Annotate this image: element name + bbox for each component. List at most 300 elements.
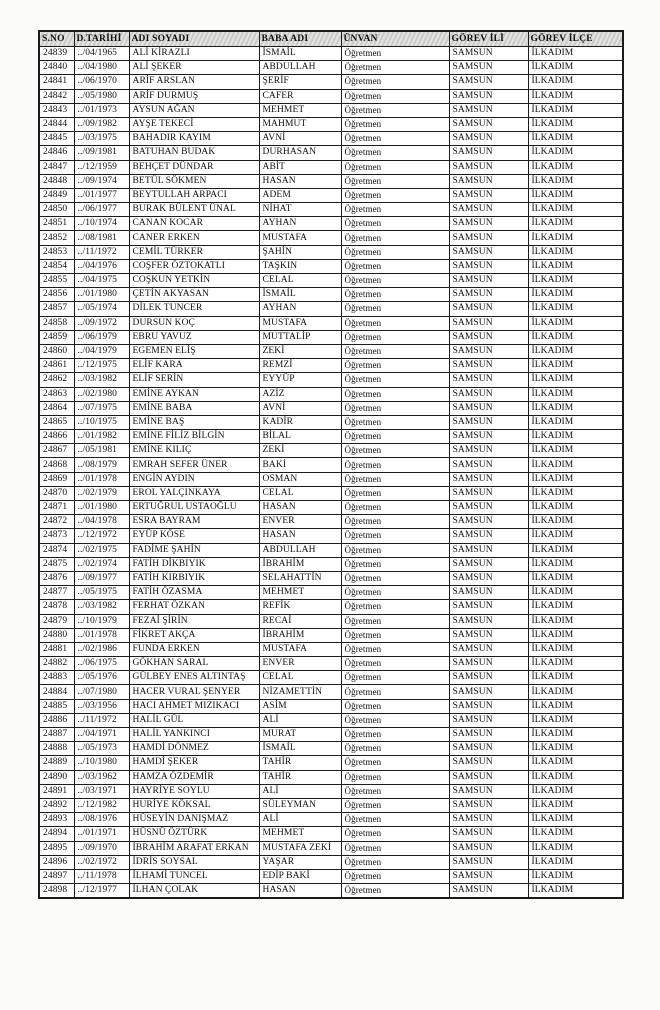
cell-province: SAMSUN	[449, 472, 528, 486]
cell-name: ARİF ARSLAN	[129, 75, 259, 89]
cell-sno: 24861	[39, 359, 74, 373]
cell-father: İBRAHİM	[259, 628, 341, 642]
cell-name: CANAN KOCAR	[129, 217, 259, 231]
cell-name: EMRAH SEFER ÜNER	[129, 458, 259, 472]
cell-sno: 24888	[39, 742, 74, 756]
cell-sno: 24887	[39, 728, 74, 742]
cell-district: İLKADIM	[528, 47, 623, 61]
cell-district: İLKADIM	[528, 103, 623, 117]
cell-province: SAMSUN	[449, 444, 528, 458]
cell-name: ÇETİN AKYASAN	[129, 288, 259, 302]
cell-dob: ../10/1975	[74, 415, 129, 429]
cell-title: Öğretmen	[341, 657, 449, 671]
cell-title: Öğretmen	[341, 359, 449, 373]
cell-father: RECAİ	[259, 614, 341, 628]
cell-title: Öğretmen	[341, 671, 449, 685]
table-row	[39, 274, 623, 288]
cell-dob: ../05/1976	[74, 671, 129, 685]
cell-district: İLKADIM	[528, 586, 623, 600]
cell-district: İLKADIM	[528, 415, 623, 429]
cell-province: SAMSUN	[449, 657, 528, 671]
cell-title: Öğretmen	[341, 146, 449, 160]
cell-title: Öğretmen	[341, 89, 449, 103]
cell-district: İLKADIM	[528, 330, 623, 344]
cell-sno: 24898	[39, 884, 74, 899]
cell-name: EMİNE AYKAN	[129, 387, 259, 401]
cell-province: SAMSUN	[449, 302, 528, 316]
cell-father: CELAL	[259, 486, 341, 500]
cell-name: EGEMEN ELİŞ	[129, 344, 259, 358]
cell-name: EMİNE KILIÇ	[129, 444, 259, 458]
cell-title: Öğretmen	[341, 501, 449, 515]
cell-district: İLKADIM	[528, 472, 623, 486]
cell-name: EYÜP KÖSE	[129, 529, 259, 543]
cell-father: HASAN	[259, 174, 341, 188]
cell-dob: ../02/1980	[74, 387, 129, 401]
cell-province: SAMSUN	[449, 75, 528, 89]
cell-district: İLKADIM	[528, 756, 623, 770]
cell-district: İLKADIM	[528, 245, 623, 259]
table-row	[39, 813, 623, 827]
table-row	[39, 543, 623, 557]
cell-sno: 24864	[39, 401, 74, 415]
table-row	[39, 529, 623, 543]
cell-sno: 24839	[39, 47, 74, 61]
cell-name: HAMZA ÖZDEMİR	[129, 770, 259, 784]
table-row	[39, 47, 623, 61]
cell-dob: ../01/1973	[74, 103, 129, 117]
cell-province: SAMSUN	[449, 330, 528, 344]
cell-dob: ../03/1982	[74, 373, 129, 387]
cell-title: Öğretmen	[341, 61, 449, 75]
cell-district: İLKADIM	[528, 699, 623, 713]
cell-title: Öğretmen	[341, 770, 449, 784]
cell-name: COŞKUN YETKİN	[129, 274, 259, 288]
table-body	[39, 47, 623, 899]
cell-dob: ../09/1981	[74, 146, 129, 160]
cell-district: İLKADIM	[528, 174, 623, 188]
cell-title: Öğretmen	[341, 813, 449, 827]
cell-father: BİLAL	[259, 430, 341, 444]
table-row	[39, 713, 623, 727]
table-row	[39, 316, 623, 330]
cell-sno: 24880	[39, 628, 74, 642]
cell-name: İLHAN ÇOLAK	[129, 884, 259, 899]
cell-district: İLKADIM	[528, 642, 623, 656]
cell-dob: ../12/1982	[74, 798, 129, 812]
cell-title: Öğretmen	[341, 869, 449, 883]
cell-district: İLKADIM	[528, 387, 623, 401]
cell-name: FATİH ÖZASMA	[129, 586, 259, 600]
cell-province: SAMSUN	[449, 47, 528, 61]
cell-province: SAMSUN	[449, 642, 528, 656]
cell-province: SAMSUN	[449, 231, 528, 245]
cell-sno: 24892	[39, 798, 74, 812]
table-row	[39, 146, 623, 160]
cell-dob: ../05/1980	[74, 89, 129, 103]
cell-title: Öğretmen	[341, 713, 449, 727]
cell-father: ENVER	[259, 515, 341, 529]
table-row	[39, 699, 623, 713]
cell-province: SAMSUN	[449, 316, 528, 330]
cell-province: SAMSUN	[449, 401, 528, 415]
cell-dob: ../04/1980	[74, 61, 129, 75]
cell-name: ERTUĞRUL USTAOĞLU	[129, 501, 259, 515]
cell-sno: 24866	[39, 430, 74, 444]
cell-name: İLHAMİ TUNCEL	[129, 869, 259, 883]
cell-sno: 24895	[39, 841, 74, 855]
table-row	[39, 160, 623, 174]
cell-father: ZEKİ	[259, 444, 341, 458]
cell-father: AYHAN	[259, 302, 341, 316]
table-row	[39, 501, 623, 515]
cell-dob: ../09/1974	[74, 174, 129, 188]
cell-sno: 24876	[39, 571, 74, 585]
cell-father: ŞAHİN	[259, 245, 341, 259]
cell-title: Öğretmen	[341, 628, 449, 642]
cell-title: Öğretmen	[341, 798, 449, 812]
cell-father: ENVER	[259, 657, 341, 671]
cell-father: MEHMET	[259, 103, 341, 117]
table-row	[39, 75, 623, 89]
cell-province: SAMSUN	[449, 501, 528, 515]
cell-father: TAŞKIN	[259, 259, 341, 273]
cell-title: Öğretmen	[341, 245, 449, 259]
cell-sno: 24862	[39, 373, 74, 387]
cell-province: SAMSUN	[449, 103, 528, 117]
cell-title: Öğretmen	[341, 742, 449, 756]
cell-district: İLKADIM	[528, 628, 623, 642]
cell-name: HÜSNÜ ÖZTÜRK	[129, 827, 259, 841]
table-row	[39, 742, 623, 756]
cell-sno: 24859	[39, 330, 74, 344]
cell-province: SAMSUN	[449, 259, 528, 273]
cell-title: Öğretmen	[341, 855, 449, 869]
cell-sno: 24847	[39, 160, 74, 174]
cell-sno: 24857	[39, 302, 74, 316]
cell-title: Öğretmen	[341, 203, 449, 217]
cell-district: İLKADIM	[528, 657, 623, 671]
cell-province: SAMSUN	[449, 728, 528, 742]
cell-title: Öğretmen	[341, 132, 449, 146]
cell-dob: ../12/1972	[74, 529, 129, 543]
cell-province: SAMSUN	[449, 571, 528, 585]
cell-title: Öğretmen	[341, 515, 449, 529]
cell-province: SAMSUN	[449, 430, 528, 444]
cell-sno: 24891	[39, 784, 74, 798]
cell-district: İLKADIM	[528, 160, 623, 174]
cell-province: SAMSUN	[449, 486, 528, 500]
cell-sno: 24872	[39, 515, 74, 529]
cell-sno: 24871	[39, 501, 74, 515]
cell-district: İLKADIM	[528, 841, 623, 855]
cell-dob: ../04/1979	[74, 344, 129, 358]
cell-province: SAMSUN	[449, 855, 528, 869]
cell-father: OSMAN	[259, 472, 341, 486]
cell-province: SAMSUN	[449, 841, 528, 855]
cell-dob: ../03/1962	[74, 770, 129, 784]
cell-sno: 24863	[39, 387, 74, 401]
cell-title: Öğretmen	[341, 642, 449, 656]
cell-title: Öğretmen	[341, 373, 449, 387]
cell-district: İLKADIM	[528, 827, 623, 841]
table-row	[39, 217, 623, 231]
cell-sno: 24860	[39, 344, 74, 358]
cell-name: FATİH DİKBIYIK	[129, 557, 259, 571]
cell-district: İLKADIM	[528, 401, 623, 415]
cell-father: DURHASAN	[259, 146, 341, 160]
cell-title: Öğretmen	[341, 103, 449, 117]
cell-father: HASAN	[259, 884, 341, 899]
table-row	[39, 401, 623, 415]
table-header	[39, 31, 623, 47]
table-row	[39, 586, 623, 600]
table-row	[39, 472, 623, 486]
cell-father: TAHİR	[259, 770, 341, 784]
cell-father: ALİ	[259, 813, 341, 827]
cell-sno: 24855	[39, 274, 74, 288]
cell-district: İLKADIM	[528, 217, 623, 231]
cell-title: Öğretmen	[341, 302, 449, 316]
cell-title: Öğretmen	[341, 174, 449, 188]
cell-title: Öğretmen	[341, 571, 449, 585]
cell-dob: ../05/1973	[74, 742, 129, 756]
cell-dob: ../01/1977	[74, 188, 129, 202]
cell-district: İLKADIM	[528, 359, 623, 373]
cell-father: İSMAİL	[259, 742, 341, 756]
cell-district: İLKADIM	[528, 344, 623, 358]
cell-title: Öğretmen	[341, 472, 449, 486]
table-row	[39, 132, 623, 146]
table-row	[39, 798, 623, 812]
cell-dob: ../05/1974	[74, 302, 129, 316]
cell-sno: 24842	[39, 89, 74, 103]
cell-name: ELİF SERİN	[129, 373, 259, 387]
cell-father: BAKİ	[259, 458, 341, 472]
cell-name: BAHADIR KAYIM	[129, 132, 259, 146]
cell-district: İLKADIM	[528, 770, 623, 784]
cell-dob: ../09/1982	[74, 117, 129, 131]
cell-province: SAMSUN	[449, 245, 528, 259]
cell-district: İLKADIM	[528, 798, 623, 812]
cell-dob: ../01/1978	[74, 472, 129, 486]
cell-sno: 24849	[39, 188, 74, 202]
cell-father: AZİZ	[259, 387, 341, 401]
cell-dob: ../08/1981	[74, 231, 129, 245]
cell-province: SAMSUN	[449, 557, 528, 571]
cell-title: Öğretmen	[341, 75, 449, 89]
header-fathername: BABA ADI	[259, 31, 341, 47]
cell-title: Öğretmen	[341, 543, 449, 557]
cell-district: İLKADIM	[528, 430, 623, 444]
cell-father: ABDULLAH	[259, 543, 341, 557]
cell-sno: 24867	[39, 444, 74, 458]
cell-sno: 24875	[39, 557, 74, 571]
cell-sno: 24877	[39, 586, 74, 600]
cell-district: İLKADIM	[528, 600, 623, 614]
cell-dob: ../10/1980	[74, 756, 129, 770]
cell-title: Öğretmen	[341, 841, 449, 855]
cell-dob: ../05/1975	[74, 586, 129, 600]
cell-name: EMİNE FİLİZ BİLGİN	[129, 430, 259, 444]
cell-dob: ../11/1972	[74, 713, 129, 727]
cell-dob: ../02/1974	[74, 557, 129, 571]
cell-sno: 24850	[39, 203, 74, 217]
cell-district: İLKADIM	[528, 231, 623, 245]
cell-sno: 24865	[39, 415, 74, 429]
cell-name: FUNDA ERKEN	[129, 642, 259, 656]
cell-district: İLKADIM	[528, 571, 623, 585]
personnel-roster-table	[38, 30, 624, 899]
cell-sno: 24845	[39, 132, 74, 146]
table-row	[39, 245, 623, 259]
cell-district: İLKADIM	[528, 869, 623, 883]
cell-province: SAMSUN	[449, 543, 528, 557]
cell-district: İLKADIM	[528, 288, 623, 302]
table-row	[39, 869, 623, 883]
cell-sno: 24848	[39, 174, 74, 188]
cell-title: Öğretmen	[341, 699, 449, 713]
cell-sno: 24897	[39, 869, 74, 883]
cell-father: ADEM	[259, 188, 341, 202]
cell-father: ABDULLAH	[259, 61, 341, 75]
cell-sno: 24885	[39, 699, 74, 713]
table-row	[39, 827, 623, 841]
cell-title: Öğretmen	[341, 217, 449, 231]
cell-district: İLKADIM	[528, 501, 623, 515]
table-row	[39, 89, 623, 103]
cell-father: YAŞAR	[259, 855, 341, 869]
cell-title: Öğretmen	[341, 160, 449, 174]
cell-name: HACER VURAL ŞENYER	[129, 685, 259, 699]
cell-name: FATİH KIRBIYIK	[129, 571, 259, 585]
cell-district: İLKADIM	[528, 146, 623, 160]
header-province: GÖREV İLİ	[449, 31, 528, 47]
table-row	[39, 557, 623, 571]
table-row	[39, 288, 623, 302]
cell-district: İLKADIM	[528, 515, 623, 529]
cell-name: EROL YALÇINKAYA	[129, 486, 259, 500]
table-row	[39, 784, 623, 798]
cell-province: SAMSUN	[449, 217, 528, 231]
cell-name: EBRU YAVUZ	[129, 330, 259, 344]
cell-province: SAMSUN	[449, 798, 528, 812]
cell-dob: ../01/1982	[74, 430, 129, 444]
cell-name: FADİME ŞAHİN	[129, 543, 259, 557]
cell-title: Öğretmen	[341, 458, 449, 472]
cell-father: HASAN	[259, 529, 341, 543]
table-row	[39, 841, 623, 855]
table-row	[39, 330, 623, 344]
cell-province: SAMSUN	[449, 146, 528, 160]
table-row	[39, 259, 623, 273]
cell-district: İLKADIM	[528, 529, 623, 543]
cell-title: Öğretmen	[341, 827, 449, 841]
cell-province: SAMSUN	[449, 813, 528, 827]
cell-name: COŞFER ÖZTOKATLI	[129, 259, 259, 273]
cell-dob: ../10/1974	[74, 217, 129, 231]
cell-father: İSMAİL	[259, 288, 341, 302]
cell-name: HALİL YANKINCI	[129, 728, 259, 742]
cell-father: MUSTAFA	[259, 642, 341, 656]
cell-sno: 24868	[39, 458, 74, 472]
cell-title: Öğretmen	[341, 600, 449, 614]
cell-name: EMİNE BAŞ	[129, 415, 259, 429]
table-row	[39, 373, 623, 387]
cell-district: İLKADIM	[528, 784, 623, 798]
cell-province: SAMSUN	[449, 827, 528, 841]
cell-district: İLKADIM	[528, 75, 623, 89]
table-row	[39, 387, 623, 401]
cell-sno: 24840	[39, 61, 74, 75]
cell-district: İLKADIM	[528, 614, 623, 628]
cell-name: İBRAHİM ARAFAT ERKAN	[129, 841, 259, 855]
cell-title: Öğretmen	[341, 401, 449, 415]
cell-province: SAMSUN	[449, 344, 528, 358]
cell-dob: ../12/1959	[74, 160, 129, 174]
cell-dob: ../01/1978	[74, 628, 129, 642]
cell-title: Öğretmen	[341, 430, 449, 444]
table-row	[39, 515, 623, 529]
cell-title: Öğretmen	[341, 47, 449, 61]
table-row	[39, 174, 623, 188]
table-row	[39, 302, 623, 316]
cell-father: ASİM	[259, 699, 341, 713]
cell-sno: 24858	[39, 316, 74, 330]
cell-sno: 24890	[39, 770, 74, 784]
cell-province: SAMSUN	[449, 373, 528, 387]
cell-dob: ../11/1978	[74, 869, 129, 883]
cell-father: AVNİ	[259, 132, 341, 146]
cell-dob: ../04/1978	[74, 515, 129, 529]
cell-father: REFİK	[259, 600, 341, 614]
cell-father: İBRAHİM	[259, 557, 341, 571]
cell-province: SAMSUN	[449, 869, 528, 883]
cell-father: AVNİ	[259, 401, 341, 415]
table-row	[39, 117, 623, 131]
cell-dob: ../06/1977	[74, 203, 129, 217]
cell-name: DURSUN KOÇ	[129, 316, 259, 330]
cell-district: İLKADIM	[528, 316, 623, 330]
cell-province: SAMSUN	[449, 458, 528, 472]
cell-district: İLKADIM	[528, 713, 623, 727]
cell-father: İSMAİL	[259, 47, 341, 61]
table-row	[39, 415, 623, 429]
cell-province: SAMSUN	[449, 188, 528, 202]
table-row	[39, 486, 623, 500]
cell-name: BETÜL SÖKMEN	[129, 174, 259, 188]
cell-father: SELAHATTİN	[259, 571, 341, 585]
cell-province: SAMSUN	[449, 784, 528, 798]
cell-father: MUSTAFA ZEKİ	[259, 841, 341, 855]
cell-name: FİKRET AKÇA	[129, 628, 259, 642]
cell-province: SAMSUN	[449, 203, 528, 217]
cell-father: ALİ	[259, 784, 341, 798]
header-sno: S.NO	[39, 31, 74, 47]
cell-title: Öğretmen	[341, 884, 449, 899]
cell-dob: ../08/1979	[74, 458, 129, 472]
cell-sno: 24869	[39, 472, 74, 486]
cell-father: CAFER	[259, 89, 341, 103]
cell-province: SAMSUN	[449, 884, 528, 899]
cell-district: İLKADIM	[528, 855, 623, 869]
cell-dob: ../12/1977	[74, 884, 129, 899]
cell-dob: ../04/1976	[74, 259, 129, 273]
cell-province: SAMSUN	[449, 387, 528, 401]
header-title: ÜNVAN	[341, 31, 449, 47]
cell-sno: 24870	[39, 486, 74, 500]
cell-name: ESRA BAYRAM	[129, 515, 259, 529]
